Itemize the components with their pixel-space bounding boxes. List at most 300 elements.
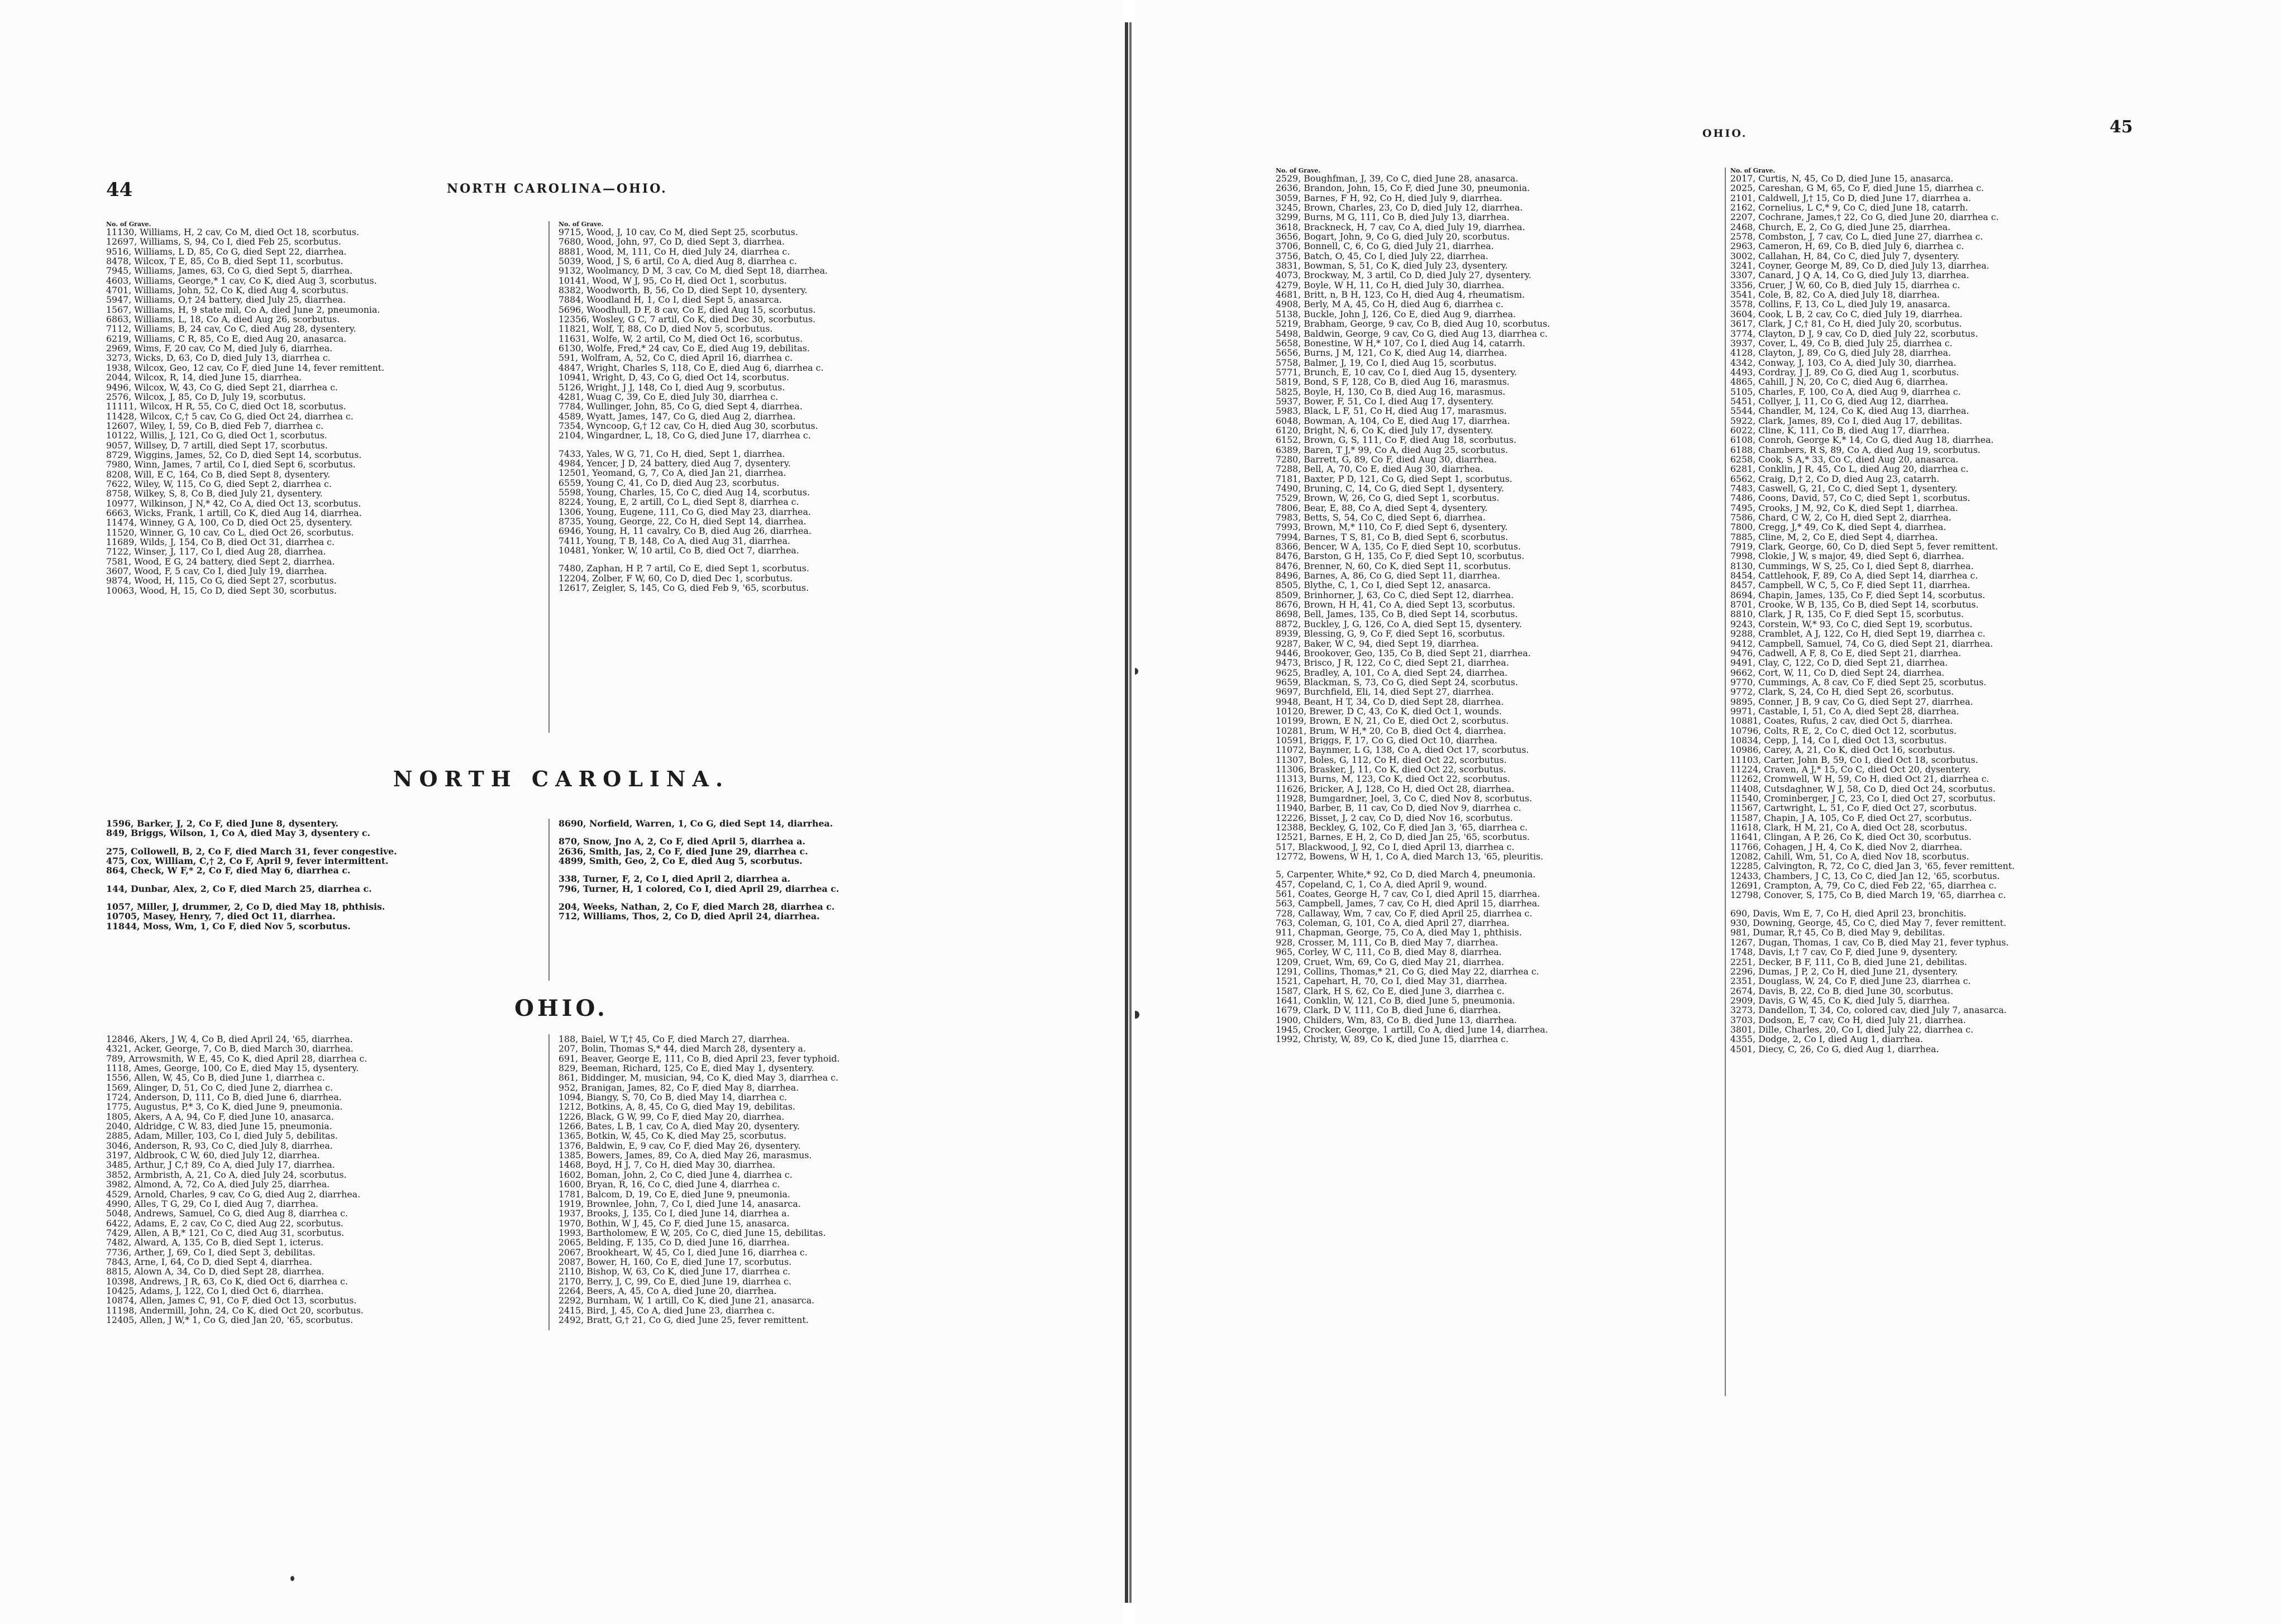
grave-entry: 930, Downing, George, 45, Co C, died May 7, fever remittent. [1730,918,2007,928]
grave-entry: 1212, Botkins, A, 8, 45, Co G, died May 19, debilitas. [559,1102,796,1112]
grave-entry: 12433, Chambers, J C, 13, Co C, died Jan 12, '65, scorbutus. [1730,871,2000,881]
grave-entry: 4355, Dodge, 2, Co I, died Aug 1, diarrhea. [1730,1034,1924,1044]
entry-gap [559,828,994,837]
grave-entry: 517, Blackwood, J, 92, Co I, died April 13, diarrhea c. [1276,842,1515,852]
print-speck [1135,1011,1139,1019]
grave-entry: 12082, Cahill, Wm, 51, Co A, died Nov 18, scorbutus. [1730,852,1969,862]
column-divider [548,1034,550,1330]
grave-entry: 5219, Brabham, George, 9 cav, Co B, died Aug 10, scorbutus. [1276,319,1550,329]
entry-list [1730,174,2205,1054]
grave-entry: 1993, Bartholomew, E W, 205, Co C, died June 15, debilitas. [559,1227,826,1238]
grave-entry: 9412, Campbell, Samuel, 74, Co G, died Sept 21, diarrhea. [1730,638,1993,648]
grave-entry: 3982, Almond, A, 72, Co A, died July 25, diarrhea. [106,1179,330,1190]
grave-entry: 1306, Young, Eugene, 111, Co G, died May 23, diarrhea. [559,507,811,517]
ohio-right-column [559,1034,994,1325]
grave-entry: 5771, Brunch, E, 10 cav, Co I, died Aug 15, dysentery. [1276,367,1518,378]
grave-entry: 6120, Bright, N, 6, Co K, died July 17, dysentery. [1276,425,1493,436]
column-divider [1725,168,1726,1396]
grave-entry: 1291, Collins, Thomas,* 21, Co G, died May 22, diarrhea c. [1276,966,1539,977]
grave-entry: 7122, Winser, J, 117, Co I, died Aug 28, diarrhea. [106,547,326,557]
grave-entry: 6048, Bowman, A, 104, Co E, died Aug 17, diarrhea. [1276,415,1510,426]
grave-entry: 3618, Brackneck, H, 7 cav, Co A, died July 19, diarrhea. [1276,222,1525,232]
grave-entry: 5451, Collyer, J, 11, Co G, died Aug 12, diarrhea. [1730,396,1949,407]
grave-entry: 12772, Bowens, W H, 1, Co A, died March 13, '65, pleuritis. [1276,852,1544,862]
grave-entry: 188, Baiel, W T,† 45, Co F, died March 27, diarrhea. [559,1034,790,1044]
grave-entry: 1596, Barker, J, 2, Co F, died June 8, dysentery. [106,819,338,829]
grave-entry: 1781, Balcom, D, 19, Co E, died June 9, pneumonia. [559,1189,790,1199]
grave-entry: 5983, Black, L F, 51, Co H, died Aug 17, marasmus. [1276,406,1507,416]
grave-entry: 849, Briggs, Wilson, 1, Co A, died May 3, dysentery c. [106,828,371,838]
grave-entry: 2067, Brookheart, W, 45, Co I, died June 16, diarrhea c. [559,1247,808,1257]
grave-entry: 11940, Barber, B, 11 cav, Co D, died Nov 9, diarrhea c. [1276,803,1521,813]
grave-entry: 9476, Cadwell, A F, 8, Co E, died Sept 21, diarrhea. [1730,648,1962,658]
entry-gap [559,866,994,874]
grave-entry: 2468, Church, E, 2, Co G, died June 25, diarrhea. [1730,222,1951,232]
grave-entry: 11631, Wolfe, W, 2 artil, Co M, died Oct 16, scorbutus. [559,333,803,344]
grave-entry: 3852, Armbristh, A, 21, Co A, died July 24, scorbutus. [106,1169,347,1180]
grave-entry: 8382, Woodworth, B, 56, Co D, died Sept 10, dysentery. [559,285,808,295]
entry-list [106,227,542,595]
grave-entry: 7280, Barrett, G, 89, Co F, died Aug 30, diarrhea. [1276,454,1497,465]
grave-entry: 1775, Augustus, P,* 3, Co K, died June 9, pneumonia. [106,1102,343,1112]
grave-entry: 2025, Careshan, G M, 65, Co F, died June 15, diarrhea c. [1730,183,1984,193]
grave-entry: 9662, Cort, W, 11, Co D, died Sept 24, diarrhea. [1730,667,1945,677]
grave-entry: 2351, Douglass, W, 24, Co F, died June 23, diarrhea c. [1730,976,1971,986]
grave-entry: 1521, Capehart, H, 70, Co I, died May 31, diarrhea. [1276,976,1507,986]
grave-entry: 2207, Cochrane, James,† 22, Co G, died June 20, diarrhea c. [1730,212,1999,222]
grave-entry: 1992, Christy, W, 89, Co K, died June 15, diarrhea c. [1276,1034,1509,1044]
grave-entry: 9697, Burchfield, Eli, 14, died Sept 27, diarrhea. [1276,687,1494,697]
grave-entry: 8810, Clark, J R, 135, Co F, died Sept 15, scorbutus. [1730,609,1964,619]
left-page [0,0,1123,1624]
grave-entry: 1567, Williams, H, 9 state mil, Co A, died June 2, pneumonia. [106,304,380,315]
grave-entry: 3273, Wicks, D, 63, Co D, died July 13, diarrhea c. [106,353,331,363]
grave-entry: 3245, Brown, Charles, 23, Co D, died July 12, diarrhea. [1276,203,1523,213]
grave-entry: 7980, Winn, James, 7 artil, Co I, died Sept 6, scorbutus. [106,460,356,470]
grave-entry: 4281, Wuag C, 39, Co E, died July 30, diarrhea c. [559,391,779,402]
grave-entry: 3831, Bowman, S, 51, Co K, died July 23, dysentery. [1276,261,1508,271]
grave-entry: 7433, Yales, W G, 71, Co H, died, Sept 1, diarrhea. [559,448,785,458]
grave-entry: 9288, Cramblet, A J, 122, Co H, died Sept 19, diarrhea c. [1730,629,1986,639]
grave-entry: 10591, Briggs, F, 17, Co G, died Oct 10, diarrhea. [1276,735,1497,746]
grave-entry: 8939, Blessing, G, 9, Co F, died Sept 16, scorbutus. [1276,629,1505,639]
grave-entry: 1556, Allen, W, 45, Co B, died June 1, diarrhea c. [106,1073,325,1083]
grave-entry: 2963, Cameron, H, 69, Co B, died July 6, diarrhea c. [1730,241,1964,251]
grave-entry: 8735, Young, George, 22, Co H, died Sept 14, diarrhea. [559,516,807,527]
grave-entry: 9516, Williams, L D, 85, Co G, died Sept 22, diarrhea. [106,246,347,257]
grave-entry: 2636, Brandon, John, 15, Co F, died June 30, pneumonia. [1276,183,1530,193]
top-left-column [106,221,542,595]
grave-entry: 952, Branigan, James, 82, Co F, died May 8, diarrhea. [559,1082,799,1093]
section-title-ohio: OHIO. [514,995,608,1021]
grave-entry: 11408, Cutsdaghner, W J, 58, Co D, died Oct 24, scorbutus. [1730,784,1996,794]
grave-entry: 1385, Bowers, James, 89, Co A, died May 26, marasmus. [559,1150,812,1160]
grave-entry: 9132, Woolmancy, D M, 3 cav, Co M, died Sept 18, diarrhea. [559,266,828,276]
grave-entry: 861, Biddinger, M, musician, 94, Co K, died May 3, diarrhea c. [559,1073,839,1083]
grave-entry: 4501, Diecy, C, 26, Co G, died Aug 1, diarrhea. [1730,1044,1939,1054]
grave-entry: 1970, Bothin, W J, 45, Co F, died June 15, anasarca. [559,1218,790,1228]
grave-entry: 2044, Wilcox, R, 14, died June 15, diarrhea. [106,372,302,383]
grave-entry: 11520, Winner, G, 10 cav, Co L, died Oct 26, scorbutus. [106,527,354,537]
grave-entry: 7884, Woodland H, 1, Co I, died Sept 5, anasarca. [559,295,782,305]
grave-number-header: No. of Grave. [106,221,151,228]
print-speck [290,1576,294,1581]
grave-entry: 1679, Clark, D V, 111, Co B, died June 6, diarrhea. [1276,1005,1501,1015]
grave-entry: 5656, Burns, J M, 121, Co K, died Aug 14, diarrhea. [1276,348,1507,358]
grave-entry: 9496, Wilcox, W, 43, Co G, died Sept 21, diarrhea c. [106,382,338,392]
grave-entry: 5039, Wood, J S, 6 artil, Co A, died Aug 8, diarrhea c. [559,256,797,266]
grave-entry: 9287, Baker, W C, 94, died Sept 19, diarrhea. [1276,638,1480,648]
grave-entry: 12691, Crampton, A, 79, Co C, died Feb 22, '65, diarrhea c. [1730,881,1997,891]
grave-entry: 7586, Chard, C W, 2, Co H, died Sept 2, diarrhea. [1730,513,1951,523]
grave-entry: 5696, Woodhull, D F, 8 cav, Co E, died Aug 15, scorbutus. [559,304,816,315]
grave-entry: 7983, Betts, S, 54, Co C, died Sept 6, diarrhea. [1276,513,1486,523]
grave-entry: 7680, Wood, John, 97, Co D, died Sept 3, diarrhea. [559,237,785,247]
grave-entry: 7622, Wiley, W, 115, Co G, died Sept 2, diarrhea c. [106,479,332,489]
entry-gap [106,876,547,884]
grave-entry: 5937, Bower, F, 51, Co I, died Aug 17, dysentery. [1276,396,1493,407]
grave-entry: 11626, Bricker, A J, 128, Co H, died Oct 28, diarrhea. [1276,784,1515,794]
grave-entry: 207, Bolin, Thomas S,* 44, died March 28, dysentery a. [559,1044,806,1054]
grave-entry: 1118, Ames, George, 100, Co E, died May 15, dysentery. [106,1063,359,1073]
grave-entry: 5922, Clark, James, 89, Co I, died Aug 17, debilitas. [1730,415,1963,426]
grave-entry: 2578, Combston, J, 7 cav, Co L, died June 27, diarrhea c. [1730,232,1983,242]
grave-entry: 457, Copeland, C, 1, Co A, died April 9, wound. [1276,879,1487,890]
grave-number-header: No. of Grave. [559,221,604,228]
grave-entry: 7994, Barnes, T S, 81, Co B, died Sept 6, scorbutus. [1276,532,1509,542]
grave-entry: 4681, Britt, n, B H, 123, Co H, died Aug 4, rheumatism. [1276,290,1525,300]
grave-entry: 691, Beaver, George E, 111, Co B, died April 23, fever typhoid. [559,1053,840,1064]
grave-entry: 1805, Akers, A A, 94, Co F, died June 10, anasarca. [106,1111,334,1122]
grave-entry: 7354, Wyncoop, G,† 12 cav, Co H, died Aug 30, scorbutus. [559,421,818,431]
grave-entry: 9971, Castable, I, 51, Co A, died Sept 28, diarrhea. [1730,706,1959,717]
grave-entry: 11844, Moss, Wm, 1, Co F, died Nov 5, scorbutus. [106,921,351,932]
grave-entry: 2292, Burnham, W, 1 artill, Co K, died June 21, anasarca. [559,1296,815,1306]
grave-entry: 7843, Arne, I, 64, Co D, died Sept 4, diarrhea. [106,1257,312,1267]
grave-entry: 10881, Coates, Rufus, 2 cav, died Oct 5, diarrhea. [1730,716,1953,726]
grave-entry: 6219, Williams, C R, 85, Co E, died Aug 20, anasarca. [106,333,347,344]
grave-entry: 11618, Clark, H M, 21, Co A, died Oct 28, scorbutus. [1730,823,1968,833]
grave-entry: 9948, Beant, H T, 34, Co D, died Sept 28, diarrhea. [1276,696,1504,706]
column-divider [548,221,550,733]
grave-entry: 10122, Willis, J, 121, Co G, died Oct 1, scorbutus. [106,431,327,441]
grave-entry: 2969, Wims, F, 20 cav, Co M, died July 6, diarrhea. [106,343,333,354]
grave-entry: 3046, Anderson, R, 93, Co C, died July 8, diarrhea. [106,1140,333,1151]
grave-entry: 9874, Wood, H, 115, Co G, died Sept 27, scorbutus. [106,576,337,586]
grave-entry: 9491, Clay, C, 122, Co D, died Sept 21, diarrhea. [1730,658,1948,668]
grave-entry: 3541, Cole, B, 82, Co A, died July 18, diarrhea. [1730,290,1940,300]
entry-list [106,1034,547,1325]
grave-entry: 3607, Wood, F, 5 cav, Co I, died July 19, diarrhea. [106,566,327,576]
grave-entry: 7529, Brown, W, 26, Co G, died Sept 1, scorbutus. [1276,493,1500,503]
grave-entry: 9625, Bradley, A, 101, Co A, died Sept 24, diarrhea. [1276,667,1508,677]
right-right-column [1730,168,2205,1054]
binding-gutter [1129,22,1132,1603]
grave-entry: 12204, Zolber, F W, 60, Co D, died Dec 1, scorbutus. [559,573,793,584]
grave-entry: 690, Davis, Wm E, 7, Co H, died April 23, bronchitis. [1730,908,1967,919]
section-title-north-carolina: NORTH CAROLINA. [393,766,730,791]
grave-entry: 7411, Young, T B, 148, Co A, died Aug 31, diarrhea. [559,536,790,546]
grave-entry: 965, Corley, W C, 111, Co B, died May 8, diarrhea. [1276,947,1502,957]
grave-entry: 2065, Belding, F, 135, Co D, died June 16, diarrhea. [559,1238,790,1248]
grave-entry: 4073, Brockway, M, 3 artil, Co D, died July 27, dysentery. [1276,270,1531,280]
grave-entry: 4984, Yencer, J D, 24 battery, died Aug 7, dysentery. [559,458,791,469]
grave-entry: 7490, Bruning, C, 14, Co G, died Sept 1, dysentery. [1276,484,1504,494]
grave-entry: 1365, Botkin, W, 45, Co K, died May 25, scorbutus. [559,1131,786,1141]
grave-entry: 204, Weeks, Nathan, 2, Co F, died March 28, diarrhea c. [559,902,835,912]
grave-entry: 8208, Will, E C, 164, Co B, died Sept 8, dysentery. [106,469,331,479]
grave-entry: 3578, Collins, F, 13, Co L, died July 19, anasarca. [1730,299,1950,309]
grave-entry: 5048, Andrews, Samuel, Co G, died Aug 8, diarrhea c. [106,1209,349,1219]
grave-entry: 2040, Aldridge, C W, 83, died June 15, pneumonia. [106,1121,332,1131]
entry-gap [559,555,994,563]
grave-entry: 3617, Clark, J C,† 81, Co H, died July 20, scorbutus. [1730,319,1962,329]
grave-entry: 11306, Brasker, J, 11, Co K, died Oct 22, scorbutus. [1276,764,1506,775]
grave-entry: 3656, Bogart, John, 9, Co G, died July 20, scorbutus. [1276,232,1510,242]
grave-entry: 1945, Crocker, George, 1 artill, Co A, died June 14, diarrhea. [1276,1024,1548,1035]
grave-entry: 12607, Wiley, I, 59, Co B, died Feb 7, diarrhea c. [106,421,324,431]
grave-entry: 6108, Conroh, George K,* 14, Co G, died Aug 18, diarrhea. [1730,435,1994,445]
grave-entry: 796, Turner, H, 1 colored, Co I, died April 29, diarrhea c. [559,883,839,894]
grave-entry: 4990, Alles, T G, 29, Co I, died Aug 7, diarrhea. [106,1198,319,1209]
grave-entry: 1938, Wilcox, Geo, 12 cav, Co F, died June 14, fever remittent. [106,362,385,373]
grave-entry: 8476, Barston, G H, 135, Co F, died Sept 10, scorbutus. [1276,551,1525,561]
grave-entry: 1376, Baldwin, E, 9 cav, Co F, died May 26, dysentery. [559,1140,801,1151]
print-speck [1135,668,1138,675]
grave-entry: 6663, Wicks, Frank, 1 artill, Co K, died Aug 14, diarrhea. [106,508,362,518]
grave-entry: 2909, Davis, G W, 45, Co K, died July 5, diarrhea. [1730,995,1950,1006]
grave-entry: 11641, Clingan, A P, 26, Co K, died Oct 30, scorbutus. [1730,832,1972,842]
grave-entry: 2104, Wingardner, L, 18, Co G, died June 17, diarrhea c. [559,431,811,441]
grave-entry: 4603, Williams, George,* 1 cav, Co K, died Aug 3, scorbutus. [106,275,377,286]
grave-entry: 2162, Cornelius, L C,* 9, Co C, died June 18, catarrh. [1730,203,1968,213]
entry-gap [559,441,994,449]
grave-entry: 1266, Bates, L B, 1 cav, Co A, died May 20, dysentery. [559,1121,800,1131]
grave-entry: 1900, Childers, Wm, 83, Co B, died June 13, diarrhea. [1276,1015,1517,1025]
entry-gap [1276,861,1722,870]
grave-entry: 11821, Wolf, T, 88, Co D, died Nov 5, scorbutus. [559,324,773,334]
grave-entry: 6130, Wolfe, Fred,* 24 cav, Co E, died Aug 19, debilitas. [559,343,810,354]
grave-entry: 8509, Brinhorner, J, 63, Co C, died Sept 12, diarrhea. [1276,590,1514,600]
grave-entry: 3299, Burns, M G, 111, Co B, died July 13, diarrhea. [1276,212,1510,222]
grave-entry: 6022, Cline, K, 111, Co B, died Aug 17, diarrhea. [1730,425,1950,436]
grave-entry: 4847, Wright, Charles S, 118, Co E, died Aug 6, diarrhea c. [559,362,824,373]
grave-entry: 10120, Brewer, D C, 43, Co K, died Oct 1, wounds. [1276,706,1502,717]
grave-entry: 3485, Arthur, J C,† 89, Co A, died July 17, diarrhea. [106,1160,335,1170]
grave-entry: 5758, Balmer, J, 19, Co I, died Aug 15, scorbutus. [1276,357,1497,367]
grave-entry: 8496, Barnes, A, 86, Co G, died Sept 11, diarrhea. [1276,571,1500,581]
grave-entry: 5, Carpenter, White,* 92, Co D, died March 4, pneumonia. [1276,870,1536,880]
grave-entry: 8454, Cattlehook, F, 89, Co A, died Sept 14, diarrhea c. [1730,571,1978,581]
entry-gap [106,894,547,902]
grave-entry: 7482, Alward, A, 135, Co B, died Sept 1, icterus. [106,1238,324,1248]
grave-entry: 928, Crosser, M, 111, Co B, died May 7, diarrhea. [1276,937,1499,948]
grave-entry: 6863, Williams, L, 18, Co A, died Aug 26, scorbutus. [106,314,340,324]
grave-entry: 5544, Chandler, M, 124, Co K, died Aug 13, diarrhea. [1730,406,1969,416]
grave-entry: 6946, Young, H, 11 cavalry, Co B, died Aug 26, diarrhea. [559,526,812,536]
grave-entry: 712, Williams, Thos, 2, Co D, died April 24, diarrhea. [559,911,820,921]
grave-entry: 7998, Clokie, J W, s major, 49, died Sept 6, diarrhea. [1730,551,1964,561]
grave-entry: 11198, Andermill, John, 24, Co K, died Oct 20, scorbutus. [106,1305,364,1315]
grave-entry: 7480, Zaphan, H P, 7 artil, Co E, died Sept 1, scorbutus. [559,563,809,574]
right-page [1135,0,2281,1624]
grave-entry: 10796, Colts, R E, 2, Co C, died Oct 12, scorbutus. [1730,725,1957,735]
grave-entry: 8366, Bencer, W A, 135, Co F, died Sept 10, scorbutus. [1276,542,1521,552]
page-number: 45 [2110,117,2133,137]
running-head: NORTH CAROLINA—OHIO. [447,181,667,196]
grave-entry: 11567, Cartwright, L, 51, Co F, died Oct 27, scorbutus. [1730,803,1977,813]
grave-entry: 4128, Clayton, J, 89, Co G, died July 28, diarrhea. [1730,348,1951,358]
grave-entry: 1267, Dugan, Thomas, 1 cav, Co B, died May 21, fever typhus. [1730,937,2009,948]
grave-entry: 2264, Beers, A, 45, Co A, died June 20, diarrhea. [559,1286,777,1296]
ohio-left-column [106,1034,547,1325]
grave-entry: 7993, Brown, M,* 110, Co F, died Sept 6, dysentery. [1276,522,1508,532]
entry-list [1276,174,1722,1044]
grave-entry: 12617, Zeigler, S, 145, Co G, died Feb 9, '65, scorbutus. [559,583,809,593]
grave-entry: 3002, Callahan, H, 84, Co C, died July 7, dysentery. [1730,251,1960,261]
grave-entry: 864, Check, W F,* 2, Co F, died May 6, diarrhea c. [106,866,351,876]
grave-entry: 12697, Williams, S, 94, Co I, died Feb 25, scorbutus. [106,237,341,247]
grave-entry: 981, Dumar, R,† 45, Co B, died May 9, debilitas. [1730,928,1945,938]
grave-entry: 7112, Williams, B, 24 cav, Co C, died Aug 28, dysentery. [106,324,356,334]
grave-entry: 561, Coates, George H, 7 cav, Co I, died April 15, diarrhea. [1276,889,1540,899]
grave-entry: 1226, Black, G W, 99, Co F, died May 20, diarrhea. [559,1111,785,1122]
grave-entry: 2492, Bratt, G,† 21, Co G, died June 25, fever remittent. [559,1315,809,1325]
grave-entry: 10141, Wood, W J, 95, Co H, died Oct 1, scorbutus. [559,275,787,286]
entry-list [559,227,994,593]
grave-entry: 12226, Bisset, J, 2 cav, Co D, died Nov 16, scorbutus. [1276,813,1513,823]
grave-entry: 4589, Wyatt, James, 147, Co G, died Aug 2, diarrhea. [559,411,796,421]
grave-entry: 3307, Canard, J Q A, 14, Co G, died July 13, diarrhea. [1730,270,1969,280]
grave-entry: 563, Campbell, James, 7 cav, Co H, died April 15, diarrhea. [1276,899,1540,909]
grave-entry: 11313, Burns, M, 123, Co K, died Oct 22, scorbutus. [1276,774,1510,784]
grave-entry: 7945, Williams, James, 63, Co G, died Sept 5, diarrhea. [106,266,353,276]
grave-entry: 8698, Bell, James, 135, Co B, died Sept 14, scorbutus. [1276,609,1518,619]
grave-entry: 1937, Brooks, J, 135, Co I, died June 14, diarrhea a. [559,1209,790,1219]
grave-entry: 5105, Charles, F, 100, Co A, died Aug 9, diarrhea c. [1730,386,1961,397]
grave-entry: 11689, Wilds, J, 154, Co B, died Oct 31, diarrhea c. [106,537,335,547]
grave-entry: 2296, Dumas, J P, 2, Co H, died June 21, dysentery. [1730,966,1958,977]
grave-entry: 6258, Cook, S A,* 33, Co C, died Aug 20, anasarca. [1730,454,1959,465]
grave-entry: 9243, Corstein, W,* 93, Co C, died Sept 19, scorbutus. [1730,619,1973,629]
grave-entry: 2674, Davis, B, 22, Co B, died June 30, scorbutus. [1730,986,1954,996]
grave-entry: 591, Wolfram, A, 52, Co C, died April 16, diarrhea c. [559,353,793,363]
right-left-column [1276,168,1722,1044]
grave-entry: 4321, Acker, George, 7, Co B, died March 30, diarrhea. [106,1044,354,1054]
grave-entry: 2087, Bower, H, 160, Co E, died June 17, scorbutus. [559,1257,792,1267]
grave-entry: 9895, Conner, J B, 9 cav, Co G, died Sept 27, diarrhea. [1730,696,1973,706]
grave-entry: 12846, Akers, J W, 4, Co B, died April 24, '65, diarrhea. [106,1034,353,1044]
grave-number-header: No. of Grave. [1730,167,1776,174]
running-head: OHIO. [1702,127,1748,140]
grave-entry: 8872, Buckley, J, G, 126, Co A, died Sept 15, dysentery. [1276,619,1522,629]
grave-entry: 7429, Allen, A B,* 121, Co C, died Aug 31, scorbutus. [106,1227,345,1238]
grave-entry: 11224, Craven, A J,* 15, Co C, died Oct 20, dysentery. [1730,764,1971,775]
grave-entry: 12405, Allen, J W,* 1, Co G, died Jan 20, '65, scorbutus. [106,1315,354,1325]
grave-entry: 2251, Decker, B F, 111, Co B, died June 21, debilitas. [1730,957,1967,967]
grave-entry: 8690, Norfield, Warren, 1, Co G, died Sept 14, diarrhea. [559,819,833,829]
grave-entry: 338, Turner, F, 2, Co I, died April 2, diarrhea a. [559,874,791,884]
grave-entry: 6389, Baren, T J,* 99, Co A, died Aug 25, scorbutus. [1276,445,1508,455]
grave-entry: 9057, Willsey, D, 7 artill, died Sept 17, scorbutus. [106,440,328,450]
grave-entry: 7885, Cline, M, 2, Co E, died Sept 4, diarrhea. [1730,532,1938,542]
grave-entry: 3703, Dodson, E, 7 cav, Co H, died July 21, diarrhea. [1730,1015,1966,1025]
entry-list [559,1034,994,1325]
grave-entry: 10199, Brown, E N, 21, Co E, died Oct 2, scorbutus. [1276,716,1509,726]
grave-entry: 2529, Boughfman, J, 39, Co C, died June 28, anasarca. [1276,174,1519,184]
grave-entry: 1748, Davis, I,† 7 cav, Co F, died June 9, dysentery. [1730,947,1958,957]
grave-entry: 2110, Bishop, W, 63, Co K, died June 17, diarrhea c. [559,1267,791,1277]
grave-entry: 10874, Allen, James C, 91, Co F, died Oct 13, scorbutus. [106,1296,357,1306]
grave-entry: 2885, Adam, Miller, 103, Co I, died July 5, debilitas. [106,1131,338,1141]
grave-entry: 5819, Bond, S F, 128, Co B, died Aug 16, marasmus. [1276,377,1510,387]
grave-number-header: No. of Grave. [1276,167,1321,174]
grave-entry: 2636, Smith, Jas, 2, Co F, died June 29, diarrhea c. [559,846,808,857]
grave-entry: 4908, Berly, M A, 45, Co H, died Aug 6, diarrhea c. [1276,299,1504,309]
grave-entry: 3273, Dandellon, T, 34, Co, colored cav, died July 7, anasarca. [1730,1005,2007,1015]
grave-entry: 1468, Boyd, H J, 7, Co H, died May 30, diarrhea. [559,1160,776,1170]
grave-entry: 5658, Bonestine, W H,* 107, Co I, died Aug 14, catarrh. [1276,338,1525,348]
grave-entry: 2017, Curtis, N, 45, Co D, died June 15, anasarca. [1730,174,1954,184]
grave-entry: 5947, Williams, O,† 24 battery, died July 25, diarrhea. [106,295,346,305]
grave-entry: 10705, Masey, Henry, 7, died Oct 11, diarrhea. [106,911,336,921]
grave-entry: 2415, Bird, J, 45, Co A, died June 23, diarrhea c. [559,1305,775,1315]
grave-entry: 8881, Wood, M, 111, Co H, died July 24, diarrhea c. [559,246,790,257]
grave-entry: 7800, Cregg, J,* 49, Co K, died Sept 4, diarrhea. [1730,522,1946,532]
grave-entry: 829, Beeman, Richard, 125, Co E, died May 1, dysentery. [559,1063,814,1073]
nc-right-column [559,819,994,921]
grave-entry: 11587, Chapin, J A, 105, Co F, died Oct 27, scorbutus. [1730,813,1972,823]
grave-entry: 10481, Yonker, W, 10 artil, Co B, died Oct 7, diarrhea. [559,546,799,556]
grave-entry: 9772, Clark, S, 24, Co H, died Sept 26, scorbutus. [1730,687,1954,697]
grave-entry: 6188, Chambers, R S, 89, Co A, died Aug 19, scorbutus. [1730,445,1981,455]
grave-entry: 3197, Aldbrook, C W, 60, died July 12, diarrhea. [106,1150,320,1160]
grave-entry: 475, Cox, William, C,† 2, Co F, April 9, fever intermittent. [106,856,389,866]
grave-entry: 144, Dunbar, Alex, 2, Co F, died March 25, diarrhea c. [106,883,372,894]
grave-entry: 10977, Wilkinson, J N,* 42, Co A, died Oct 13, scorbutus. [106,498,361,508]
grave-entry: 11103, Carter, John B, 59, Co I, died Oct 18, scorbutus. [1730,754,1978,765]
grave-entry: 6562, Craig, D,† 2, Co D, died Aug 23, catarrh. [1730,474,1940,484]
grave-entry: 12388, Beckley, G, 102, Co F, died Jan 3, '65, diarrhea c. [1276,823,1528,833]
grave-entry: 5598, Young, Charles, 15, Co C, died Aug 14, scorbutus. [559,487,810,498]
grave-entry: 12285, Calvington, R, 72, Co C, died Jan 3, '65, fever remittent. [1730,861,2015,871]
grave-entry: 1587, Clark, H S, 62, Co E, died June 3, diarrhea c. [1276,986,1505,996]
grave-entry: 7736, Arther, J, 69, Co I, died Sept 3, debilitas. [106,1247,316,1257]
grave-entry: 9446, Brookover, Geo, 135, Co B, died Sept 21, diarrhea. [1276,648,1531,658]
grave-entry: 11428, Wilcox, C,† 5 cav, Co G, died Oct 24, diarrhea c. [106,411,354,421]
grave-entry: 1209, Cruet, Wm, 69, Co G, died May 21, diarrhea. [1276,957,1504,967]
grave-entry: 1600, Bryan, R, 16, Co C, died June 4, diarrhea c. [559,1179,780,1190]
grave-entry: 728, Callaway, Wm, 7 cav, Co F, died April 25, diarrhea c. [1276,908,1533,919]
grave-entry: 10941, Wright, D, 43, Co G, died Oct 14, scorbutus. [559,372,790,383]
grave-entry: 11111, Wilcox, H R, 55, Co C, died Oct 18, scorbutus. [106,402,346,412]
grave-entry: 3801, Dille, Charles, 20, Co I, died July 22, diarrhea c. [1730,1024,1974,1035]
grave-entry: 4899, Smith, Geo, 2, Co E, died Aug 5, scorbutus. [559,856,803,866]
grave-entry: 8815, Alown A, 34, Co D, died Sept 28, diarrhea. [106,1267,325,1277]
grave-entry: 11130, Williams, H, 2 cav, Co M, died Oct 18, scorbutus. [106,227,360,237]
entry-gap [559,894,994,902]
grave-entry: 1094, Biangy, S, 70, Co B, died May 14, diarrhea c. [559,1092,788,1102]
column-divider [548,819,550,981]
grave-entry: 8130, Cummings, W S, 25, Co I, died Sept 8, diarrhea. [1730,561,1974,571]
grave-entry: 7181, Baxter, P D, 121, Co G, died Sept 1, scorbutus. [1276,474,1512,484]
grave-entry: 8505, Blythe, C, 1, Co I, died Sept 12, anasarca. [1276,580,1491,590]
grave-entry: 9715, Wood, J, 10 cav, Co M, died Sept 25, scorbutus. [559,227,798,237]
grave-entry: 9770, Cummings, A, 8 cav, Co F, died Sept 25, scorbutus. [1730,677,1987,687]
grave-entry: 10281, Brum, W H,* 20, Co B, died Oct 4, diarrhea. [1276,725,1506,735]
entry-list [559,819,994,921]
grave-entry: 5126, Wright, J J, 148, Co I, died Aug 9, scorbutus. [559,382,785,392]
